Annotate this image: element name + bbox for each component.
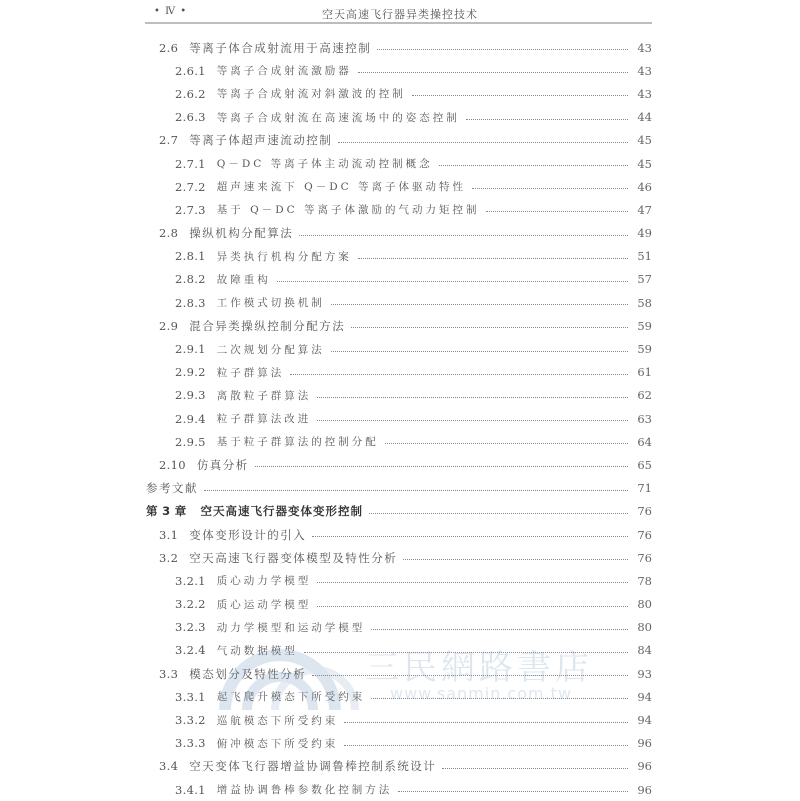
- toc-entry[interactable]: [145, 384, 652, 407]
- toc-entry-title: 故障重构: [216, 273, 271, 286]
- toc-entry-title: 质心运动学模型: [216, 598, 312, 611]
- toc-entry[interactable]: [145, 616, 652, 639]
- running-header: [148, 6, 652, 22]
- toc-entry-title: 起飞爬升模态下所受约束: [216, 691, 366, 704]
- dot-leader: [317, 582, 628, 583]
- dot-leader: [472, 188, 628, 189]
- toc-entry[interactable]: [145, 778, 652, 801]
- toc-entry-page: 64: [637, 434, 652, 449]
- toc-entry[interactable]: [145, 314, 652, 337]
- toc-entry-title: 气动数据模型: [216, 644, 298, 657]
- toc-entry[interactable]: [145, 430, 652, 453]
- toc-entry-page: 76: [637, 527, 652, 542]
- toc-entry-title: 二次规划分配算法: [216, 343, 325, 356]
- toc-entry-title: 巡航模态下所受约束: [216, 714, 339, 727]
- toc-entry-title: 离散粒子群算法: [216, 389, 312, 402]
- toc-entry-page: 80: [637, 620, 652, 635]
- toc-entry-page: 46: [637, 179, 652, 194]
- dot-leader: [439, 165, 628, 166]
- toc-entry[interactable]: [145, 755, 652, 778]
- toc-entry-page: 49: [637, 226, 652, 241]
- dot-leader: [204, 490, 628, 491]
- toc-entry-page: 96: [637, 736, 652, 751]
- toc-entry[interactable]: [145, 245, 652, 268]
- toc-entry-number: 3.2.4: [175, 643, 206, 658]
- toc-entry-title: 工作模式切换机制: [216, 297, 325, 310]
- toc-entry-number: 2.8.3: [175, 295, 206, 310]
- dot-leader: [299, 235, 628, 236]
- toc-entry-title: Q－DC 等离子体主动流动控制概念: [216, 158, 433, 171]
- toc-entry-number: 3.3.1: [175, 689, 206, 704]
- dot-leader: [317, 606, 628, 607]
- toc-entry-title: 等离子合成射流激励器: [216, 65, 352, 78]
- toc-entry-number: 2.10: [159, 457, 186, 472]
- dot-leader: [371, 698, 628, 699]
- dot-leader: [331, 304, 628, 305]
- toc-entry-number: 2.7: [159, 133, 179, 148]
- toc-entry-number: 2.8: [159, 226, 179, 241]
- toc-entry-title: 粒子群算法: [216, 366, 285, 379]
- toc-entry-title: 空天变体飞行器增益协调鲁棒控制系统设计: [189, 759, 437, 774]
- toc-entry-title: 等离子合成射流对斜激波的控制: [216, 88, 406, 101]
- toc-entry[interactable]: [145, 106, 652, 129]
- toc-entry-number: 2.7.2: [175, 179, 206, 194]
- toc-entry-number: 2.6.2: [175, 86, 206, 101]
- toc-entry-page: 59: [637, 318, 652, 333]
- dot-leader: [377, 49, 628, 50]
- header-rule: [145, 22, 652, 24]
- dot-leader: [312, 536, 628, 537]
- dot-leader: [277, 281, 628, 282]
- toc-entry-page: 43: [637, 86, 652, 101]
- toc-entry-title: 基于 Q－DC 等离子体激励的气动力矩控制: [216, 204, 480, 217]
- toc-entry[interactable]: [145, 175, 652, 198]
- toc-references-entry[interactable]: [145, 477, 652, 500]
- toc-entry[interactable]: [145, 546, 652, 569]
- dot-leader: [371, 629, 628, 630]
- toc-entry-title: 异类执行机构分配方案: [216, 250, 352, 263]
- toc-entry[interactable]: [145, 129, 652, 152]
- dot-leader: [338, 142, 628, 143]
- table-of-contents: [145, 36, 652, 801]
- toc-entry-page: 65: [637, 457, 652, 472]
- toc-entry-page: 96: [637, 759, 652, 774]
- dot-leader: [486, 211, 628, 212]
- toc-entry[interactable]: [145, 268, 652, 291]
- toc-entry-page: 84: [637, 643, 652, 658]
- toc-entry-number: 3.3.3: [175, 736, 206, 751]
- toc-entry[interactable]: [145, 198, 652, 221]
- toc-entry[interactable]: [145, 152, 652, 175]
- toc-entry[interactable]: [145, 685, 652, 708]
- toc-entry-title: 质心动力学模型: [216, 575, 312, 588]
- dot-leader: [385, 443, 628, 444]
- toc-entry-number: 第 3 章: [146, 504, 187, 519]
- toc-entry-page: 43: [637, 40, 652, 55]
- page-folio: • Ⅳ •: [154, 6, 188, 17]
- toc-entry-title: 等离子体合成射流用于高速控制: [189, 40, 372, 55]
- toc-entry-page: 59: [637, 342, 652, 357]
- toc-entry-title: 等离子合成射流在高速流场中的姿态控制: [216, 111, 460, 124]
- toc-entry-number: 2.8.2: [175, 272, 206, 287]
- toc-entry-number: 2.6.3: [175, 110, 206, 125]
- toc-entry[interactable]: [145, 291, 652, 314]
- toc-entry[interactable]: [145, 36, 652, 59]
- toc-entry-title: 动力学模型和运动学模型: [216, 621, 366, 634]
- toc-entry-page: 76: [637, 550, 652, 565]
- toc-entry-page: 80: [637, 597, 652, 612]
- toc-entry-number: 2.7.3: [175, 202, 206, 217]
- toc-entry-title: 增益协调鲁棒参数化控制方法: [216, 784, 393, 797]
- dot-leader: [304, 652, 628, 653]
- dot-leader: [317, 420, 628, 421]
- dot-leader: [358, 258, 628, 259]
- dot-leader: [344, 745, 628, 746]
- dot-leader: [398, 791, 628, 792]
- toc-entry-number: 3.2.1: [175, 573, 206, 588]
- toc-entry[interactable]: [145, 407, 652, 430]
- toc-entry-number: 3.3.2: [175, 713, 206, 728]
- toc-entry[interactable]: [145, 222, 652, 245]
- toc-entry[interactable]: [145, 453, 652, 476]
- toc-entry-page: 94: [637, 689, 652, 704]
- toc-entry-title: 俯冲模态下所受约束: [216, 737, 339, 750]
- toc-entry[interactable]: [145, 569, 652, 592]
- dot-leader: [317, 397, 628, 398]
- toc-entry-title: 仿真分析: [196, 457, 249, 472]
- toc-entry-page: 51: [637, 249, 652, 264]
- toc-entry-page: 43: [637, 63, 652, 78]
- watermark-title: 三民網路書店: [365, 648, 593, 688]
- dot-leader: [351, 327, 628, 328]
- dot-leader: [255, 466, 628, 467]
- dot-leader: [331, 351, 628, 352]
- toc-entry-number: 2.9: [159, 318, 179, 333]
- toc-entry-page: 44: [637, 110, 652, 125]
- toc-entry-page: 96: [637, 782, 652, 797]
- toc-entry-page: 71: [637, 481, 652, 496]
- toc-entry-number: 3.3: [159, 666, 179, 681]
- toc-entry-number: 2.9.2: [175, 365, 206, 380]
- toc-entry-page: 76: [637, 504, 652, 519]
- toc-entry-number: 3.2.2: [175, 597, 206, 612]
- dot-leader: [442, 768, 628, 769]
- toc-entry-number: 2.6.1: [175, 63, 206, 78]
- dot-leader: [369, 513, 628, 514]
- toc-entry-number: 3.2: [159, 550, 179, 565]
- toc-entry-title: 等离子体超声速流动控制: [189, 133, 333, 148]
- toc-entry-number: 3.4.1: [175, 782, 206, 797]
- toc-entry[interactable]: [145, 523, 652, 546]
- dot-leader: [403, 559, 628, 560]
- running-title: 空天高速飞行器异类操控技术: [322, 8, 478, 21]
- toc-entry-number: 2.7.1: [175, 156, 206, 171]
- toc-entry-page: 78: [637, 573, 652, 588]
- toc-entry-number: 2.9.4: [175, 411, 206, 426]
- toc-chapter-entry[interactable]: [145, 500, 652, 523]
- watermark-url: www.sanmin.com.tw: [390, 684, 573, 703]
- toc-entry-page: 45: [637, 156, 652, 171]
- toc-entry-title: 变体变形设计的引入: [189, 527, 307, 542]
- toc-entry-page: 63: [637, 411, 652, 426]
- toc-entry-title: 空天高速飞行器变体变形控制: [200, 504, 364, 519]
- toc-entry-title: 空天高速飞行器变体模型及特性分析: [189, 550, 398, 565]
- toc-entry[interactable]: [145, 82, 652, 105]
- toc-entry-page: 45: [637, 133, 652, 148]
- dot-leader: [344, 722, 628, 723]
- toc-entry-page: 47: [637, 202, 652, 217]
- toc-entry-number: 2.9.3: [175, 388, 206, 403]
- toc-entry-title: 操纵机构分配算法: [189, 226, 294, 241]
- toc-entry-number: 3.2.3: [175, 620, 206, 635]
- dot-leader: [290, 374, 628, 375]
- dot-leader: [312, 675, 628, 676]
- toc-entry-title: 超声速来流下 Q－DC 等离子体驱动特性: [216, 181, 467, 194]
- toc-entry-number: 2.9.1: [175, 342, 206, 357]
- toc-entry[interactable]: [145, 708, 652, 731]
- toc-entry-title: 混合异类操纵控制分配方法: [189, 318, 346, 333]
- dot-leader: [358, 72, 628, 73]
- toc-entry[interactable]: [145, 732, 652, 755]
- toc-entry-page: 93: [637, 666, 652, 681]
- toc-entry-page: 62: [637, 388, 652, 403]
- toc-entry-number: 3.4: [159, 759, 179, 774]
- toc-entry[interactable]: [145, 337, 652, 360]
- toc-entry[interactable]: [145, 639, 652, 662]
- toc-entry-page: 61: [637, 365, 652, 380]
- toc-entry-title: 基于粒子群算法的控制分配: [216, 436, 379, 449]
- toc-entry-page: 57: [637, 272, 652, 287]
- toc-entry[interactable]: [145, 361, 652, 384]
- toc-entry-title: 模态划分及特性分析: [189, 666, 307, 681]
- toc-entry-number: 2.8.1: [175, 249, 206, 264]
- toc-entry-title: 参考文献: [146, 481, 198, 496]
- dot-leader: [412, 95, 628, 96]
- toc-entry[interactable]: [145, 59, 652, 82]
- toc-entry-page: 58: [637, 295, 652, 310]
- toc-entry-number: 2.6: [159, 40, 179, 55]
- toc-entry-number: 3.1: [159, 527, 179, 542]
- toc-entry-number: 2.9.5: [175, 434, 206, 449]
- dot-leader: [466, 119, 628, 120]
- toc-entry-page: 94: [637, 713, 652, 728]
- toc-entry-title: 粒子群算法改进: [216, 413, 312, 426]
- toc-entry[interactable]: [145, 593, 652, 616]
- toc-entry[interactable]: [145, 662, 652, 685]
